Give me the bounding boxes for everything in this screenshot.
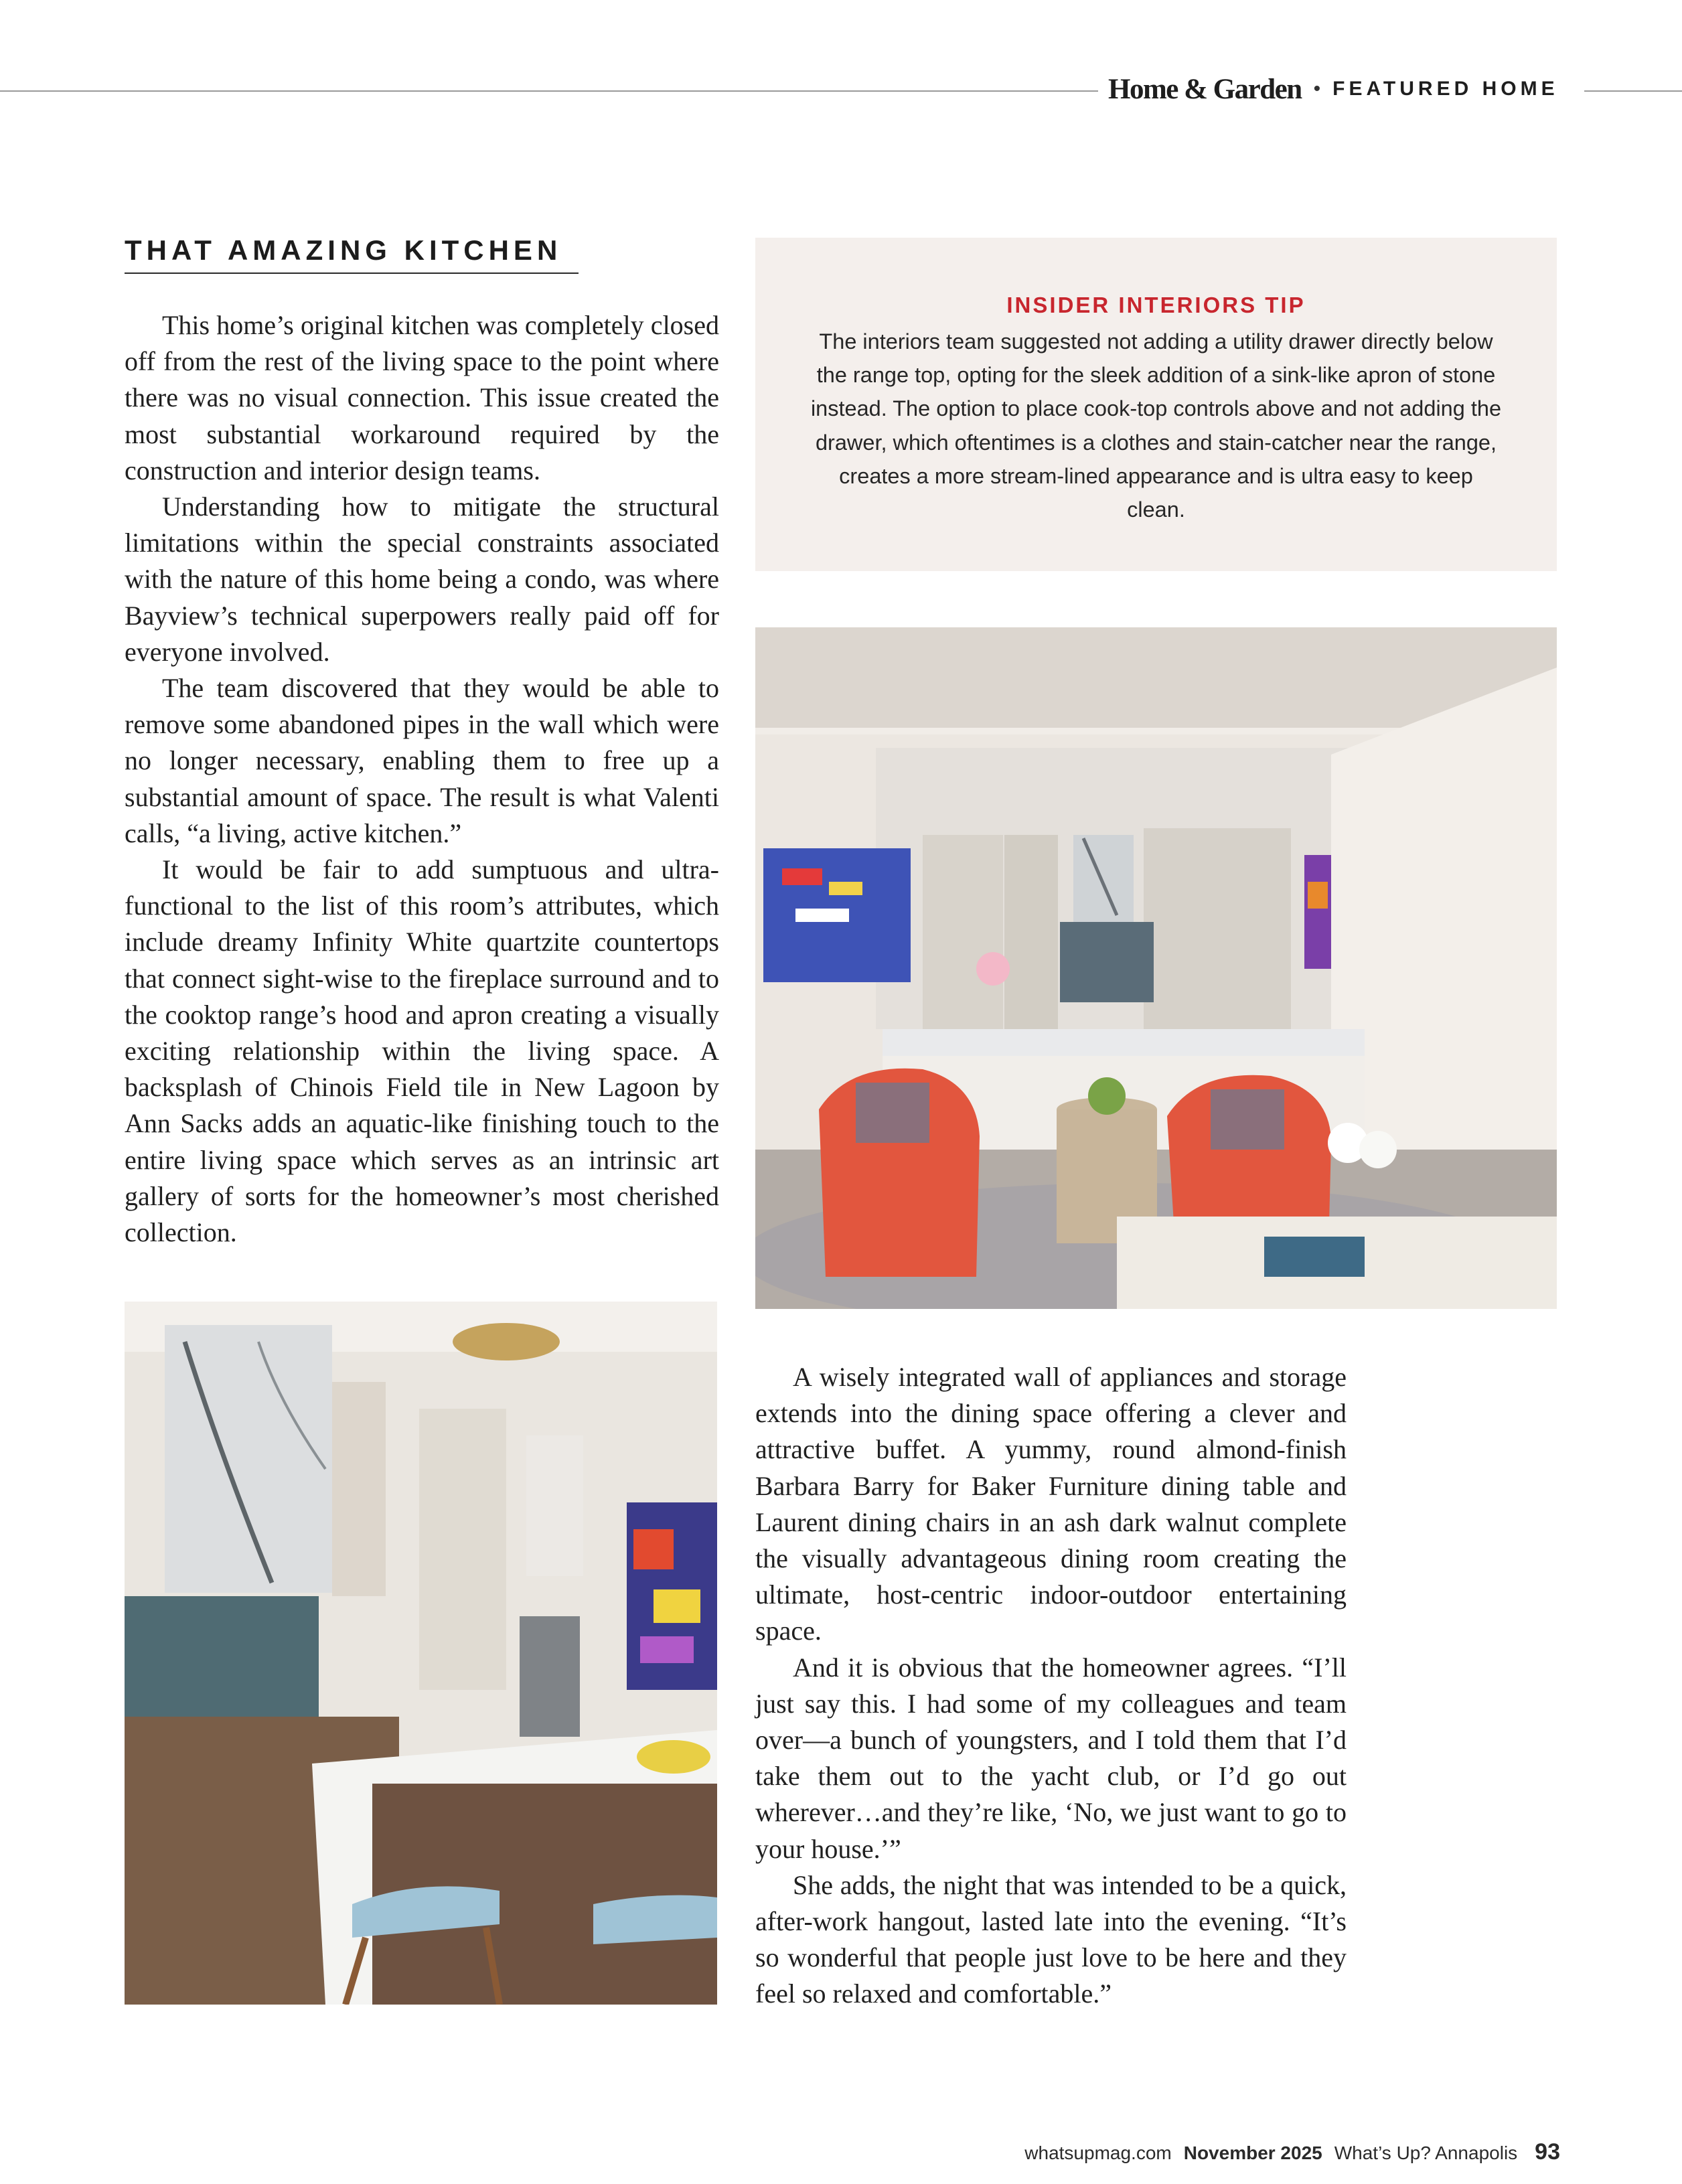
living-room-photo [755,627,1557,1309]
header-separator: • [1313,78,1321,100]
tip-title: INSIDER INTERIORS TIP [1006,293,1306,317]
footer-website: whatsupmag.com [1024,2142,1172,2163]
kitchen-island-photo [125,1302,717,2005]
paragraph: The team discovered that they would be able to remove some abandoned pipes in the wall which were no longer necessary, enabling them to free up a substantial amount of space. The result is what Valenti calls, “a living, active kitchen.” [125,673,719,848]
header-rule-right [1584,90,1682,92]
paragraph: She adds, the night that was intended to be a quick, after-work hangout, lasted late into the evening. “It’s so wonderful that people just love to be here and they feel so relaxed and comfortable.” [755,1869,1347,2009]
header-section: FEATURED HOME [1332,78,1559,100]
paragraph: It would be fair to add sumptuous and ultra-functional to the list of this room’s attributes, which include dreamy Infinity White quartzite countertops that connect sight-wise to the fireplace surround and to the cooktop range’s hood and apron creating a visually exciting relationship within the living space. A backsplash of Chinois Field tile in New Lagoon by Ann Sacks adds an aquatic-like finishing touch to the entire living space which serves as an intrinsic art gallery of sorts for the homeowner’s most cherished collection. [125,854,719,1248]
header-rule-left [0,90,1098,92]
header-brand: Home & Garden [1108,73,1302,105]
left-text-column [125,307,719,1251]
footer-issue: November 2025 [1183,2142,1322,2163]
paragraph: A wisely integrated wall of appliances and storage extends into the dining space offering a clever and attractive buffet. A yummy, round almond-finish Barbara Barry for Baker Furniture dining table and Laurent dining chairs in an ash dark walnut complete the visually advantageous dining room creating the ultimate, host-centric indoor-outdoor entertaining space. [755,1362,1347,1646]
paragraph: And it is obvious that the homeowner agrees. “I’ll just say this. I had some of my colleagues and team over—a bunch of youngsters, and I told them that I’d take them out to the yacht club, or I’d go out wherever…and they’re like, ‘No, we just want to go to your house.’” [755,1652,1347,1864]
tip-body: The interiors team suggested not adding a utility drawer directly below the range top, opting for the sleek addition of a sink-like apron of stone instead. The option to place cook-top controls above and not adding the drawer, which oftentimes is a clothes and stain-catcher near the range, creates a more stream-lined appearance and is ultra easy to keep clean. [810,329,1502,522]
footer-publication: What’s Up? Annapolis [1334,2142,1518,2163]
insider-tip-box [755,238,1557,571]
paragraph: This home’s original kitchen was completely closed off from the rest of the living space to the point where there was no visual connection. This issue created the most substantial workaround required by the construction and interior design teams. [125,310,719,485]
paragraph: Understanding how to mitigate the structural limitations within the special constraints associated with the nature of this home being a condo, was where Bayview’s technical superpowers really paid off for everyone involved. [125,491,719,667]
heading-underline [125,272,579,274]
page-footer [1024,2139,1560,2165]
running-header [1108,66,1567,112]
right-text-column [755,1359,1347,2013]
page-number: 93 [1535,2139,1560,2165]
section-heading: THAT AMAZING KITCHEN [125,234,562,266]
